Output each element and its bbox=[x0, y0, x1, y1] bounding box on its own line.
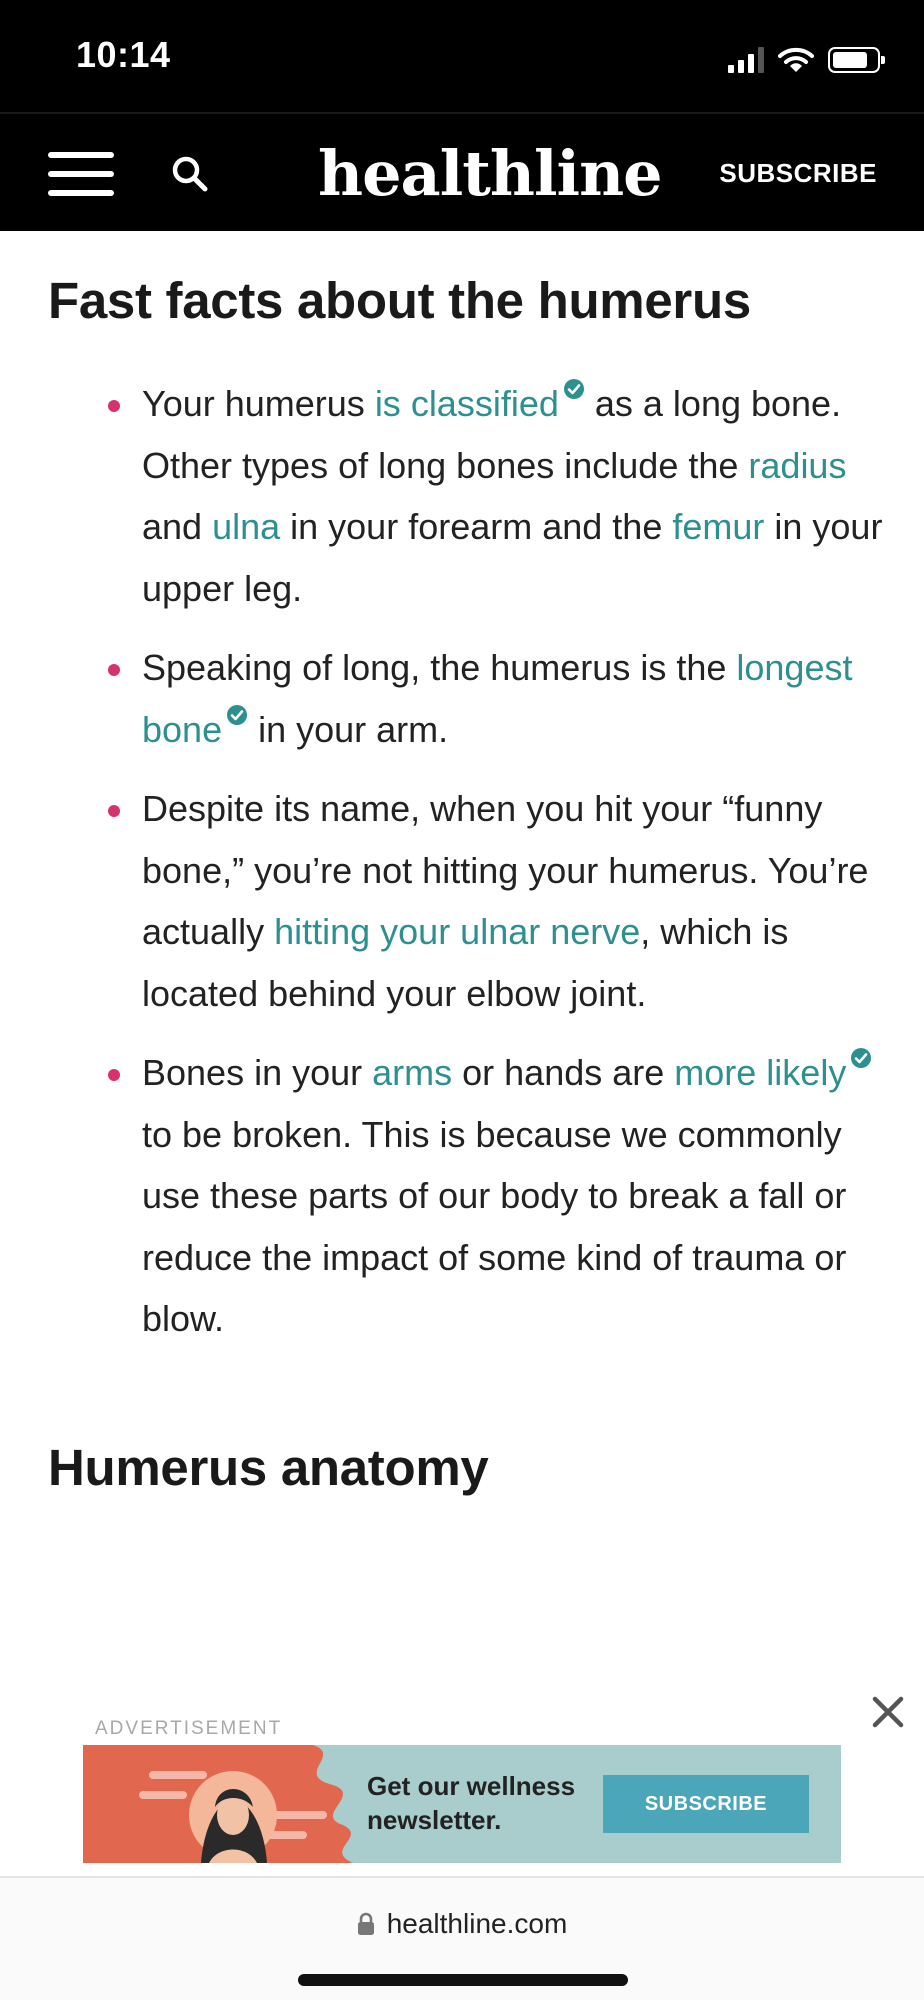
article-link[interactable]: radius bbox=[748, 444, 847, 486]
ad-text-line-2: newsletter. bbox=[367, 1805, 502, 1835]
article-link[interactable]: femur bbox=[672, 506, 765, 547]
article-link[interactable]: more likely bbox=[674, 1052, 847, 1093]
fact-text: Your humerus bbox=[142, 383, 375, 424]
fact-text: to be broken. This is because we commonly use these parts of our body to break a fall or reduce the impact of some kind of trauma or blow. bbox=[142, 1113, 847, 1339]
fact-text: , which is located behind your elbow joint. bbox=[142, 911, 789, 1014]
fact-item bbox=[0, 637, 924, 760]
ad-illustration bbox=[83, 1745, 363, 1863]
ad-subscribe-button[interactable]: SUBSCRIBE bbox=[603, 1775, 809, 1833]
fact-text: in your upper leg. bbox=[142, 506, 883, 609]
article-link[interactable]: longest bone bbox=[142, 647, 853, 750]
newsletter-ad-banner[interactable] bbox=[83, 1745, 841, 1863]
bullet-icon bbox=[108, 400, 120, 412]
article-link[interactable]: ulna bbox=[212, 506, 281, 547]
article-link[interactable]: arms bbox=[372, 1052, 453, 1093]
healthline-logo[interactable]: healthline bbox=[318, 137, 662, 210]
fact-text: in your forearm and the bbox=[280, 506, 673, 547]
url-text: healthline.com bbox=[386, 1908, 568, 1939]
status-time: 10:14 bbox=[76, 34, 171, 75]
fact-item bbox=[0, 373, 924, 619]
fact-text: as a long bone. Other types of long bones include the bbox=[142, 383, 842, 486]
lock-icon bbox=[357, 1912, 375, 1936]
article-link[interactable]: is classified bbox=[374, 383, 559, 424]
close-ad-icon[interactable] bbox=[870, 1694, 906, 1730]
fact-item bbox=[0, 778, 924, 1024]
advertisement-label: ADVERTISEMENT bbox=[95, 1718, 283, 1739]
fast-facts-heading: Fast facts about the humerus bbox=[48, 272, 751, 329]
bullet-icon bbox=[108, 664, 120, 676]
fast-facts-list bbox=[0, 373, 924, 1368]
article-link[interactable]: hitting your ulnar nerve bbox=[274, 911, 641, 952]
battery-icon bbox=[828, 47, 880, 73]
cellular-signal-icon bbox=[728, 47, 764, 73]
fact-text: Speaking of long, the humerus is the bbox=[142, 647, 737, 688]
status-bar bbox=[0, 0, 924, 112]
fact-text: in your arm. bbox=[248, 708, 449, 750]
ad-text bbox=[367, 1769, 575, 1837]
status-icons bbox=[728, 42, 880, 78]
home-indicator[interactable] bbox=[298, 1974, 628, 1986]
menu-button[interactable] bbox=[48, 152, 114, 196]
search-icon[interactable] bbox=[170, 154, 210, 194]
fact-text: or hands are bbox=[452, 1052, 675, 1093]
ad-text-line-1: Get our wellness bbox=[367, 1771, 576, 1801]
humerus-anatomy-heading: Humerus anatomy bbox=[48, 1439, 489, 1496]
header-subscribe-link[interactable]: SUBSCRIBE bbox=[719, 158, 877, 188]
fact-text: and bbox=[142, 506, 213, 547]
fact-item bbox=[0, 1042, 924, 1350]
verified-source-icon[interactable] bbox=[226, 704, 248, 726]
browser-url-bar[interactable] bbox=[0, 1876, 924, 2000]
bullet-icon bbox=[108, 805, 120, 817]
fact-text: Bones in your bbox=[142, 1052, 373, 1093]
verified-source-icon[interactable] bbox=[850, 1047, 872, 1069]
verified-source-icon[interactable] bbox=[563, 378, 585, 400]
site-header bbox=[0, 112, 924, 231]
fact-text: Despite its name, when you hit your “funny bone,” you’re not hitting your humerus. You’re actually bbox=[142, 788, 869, 952]
bullet-icon bbox=[108, 1069, 120, 1081]
wifi-icon bbox=[778, 46, 814, 74]
